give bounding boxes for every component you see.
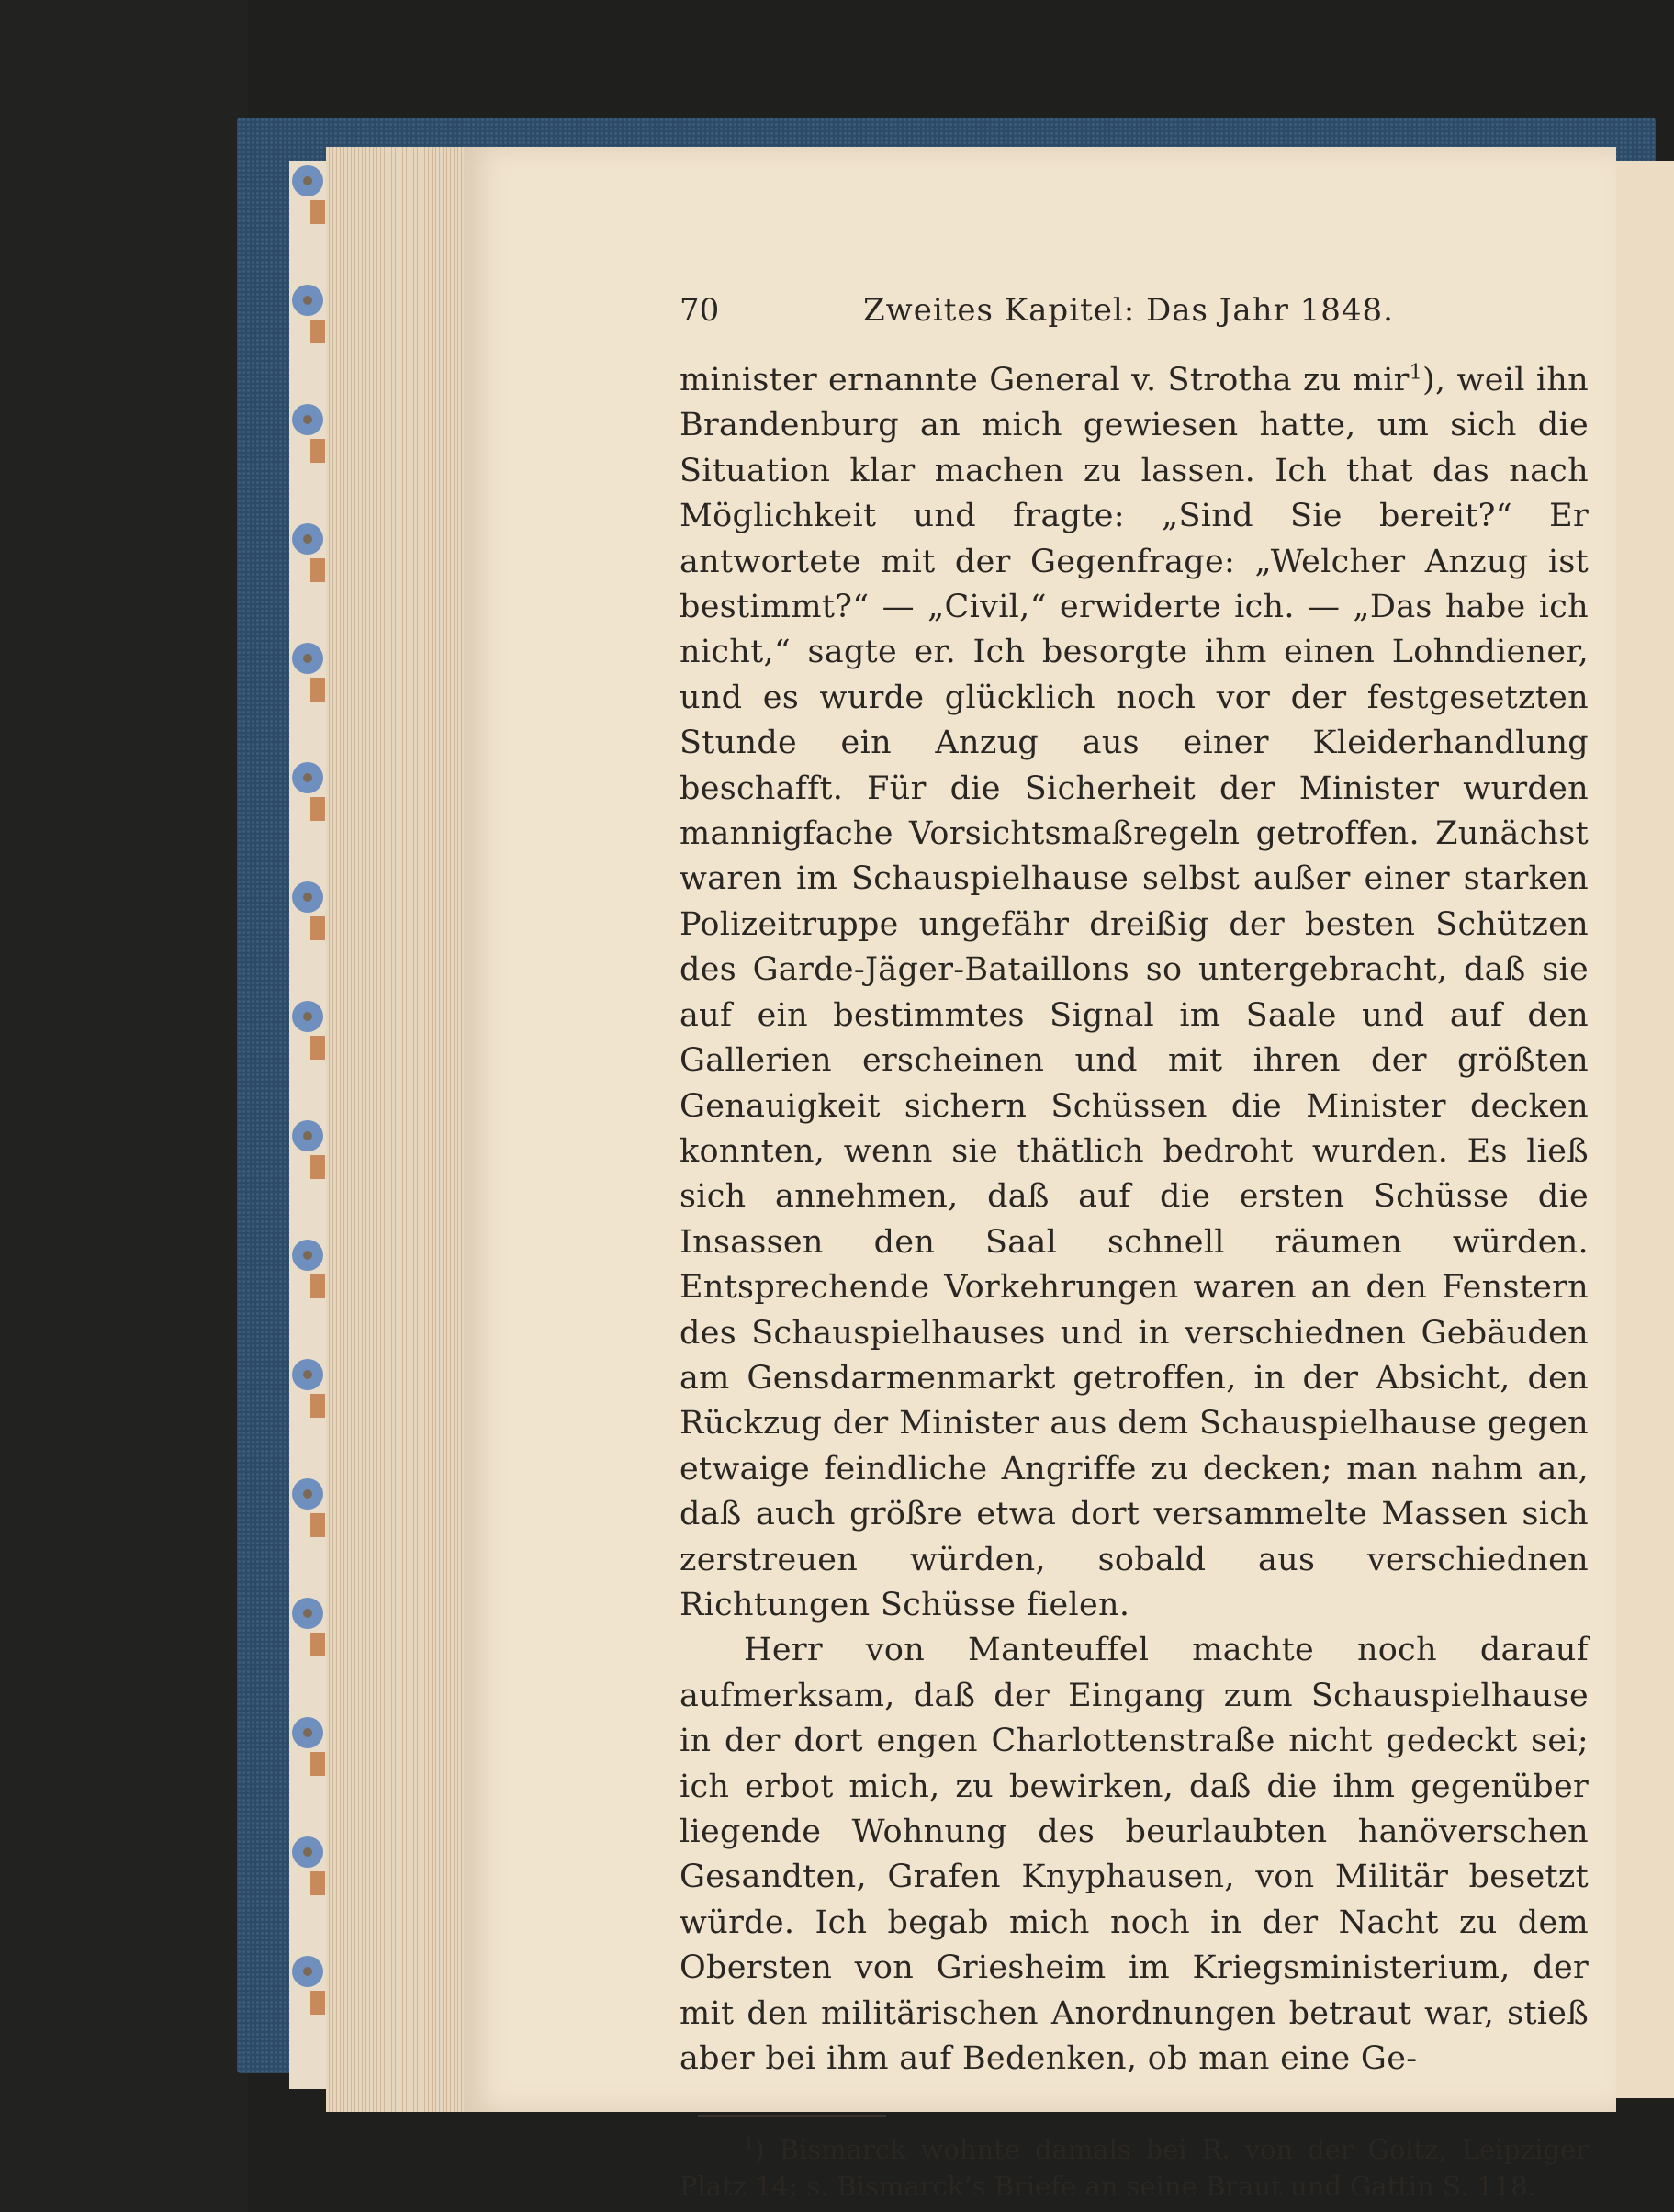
body-paragraph: Herr von Manteuffel machte noch darauf aufmerksam, daß der Eingang zum Schauspielhause in der dort engen Charlottenstraße nicht gedeckt sei; ich erbot mich, zu bewirken, daß die ihm gegenüber liegende Wohnung des beurlaubten hanöverschen Gesandten, Grafen Knyphausen, von Militär besetzt würde. Ich begab mich noch in der Nacht zu dem Obersten von Griesheim im Kriegsministerium, der mit den militärischen Anordnungen betraut war, stieß aber bei ihm auf Bedenken, ob man eine Ge-	[680, 1632, 1589, 2078]
flower-pattern-icon	[292, 404, 323, 435]
flower-pattern-icon	[292, 1956, 323, 1987]
background	[0, 0, 248, 2212]
flower-stem-icon	[310, 1871, 325, 1895]
flower-pattern-icon	[292, 285, 323, 316]
flower-stem-icon	[310, 678, 325, 702]
flower-stem-icon	[310, 1513, 325, 1537]
flower-stem-icon	[310, 558, 325, 582]
page-number: 70	[680, 292, 720, 329]
page-edges	[326, 147, 473, 2112]
flower-pattern-icon	[292, 1717, 323, 1748]
flower-pattern-icon	[292, 643, 323, 674]
flower-pattern-icon	[292, 1120, 323, 1151]
running-head	[680, 285, 1589, 336]
paragraph-text-continued: ), weil ihn Brandenburg an mich gewiesen hatte, um sich die Situation klar machen zu lassen. Ich that das nach Möglichkeit und fragte: „Sind Sie bereit?“ Er antwortete mit der Gegenfrage: „Welcher Anzug ist bestimmt?“ — „Civil,“ erwiderte ich. — „Das habe ich nicht,“ sagte er. Ich besorgte ihm einen Lohndiener, und es wurde glücklich noch vor der festgesetzten Stunde ein Anzug aus einer Kleiderhandlung beschafft. Für die Sicherheit der Minister wurden mannigfache Vorsichtsmaßregeln getroffen. Zunächst waren im Schauspielhause selbst außer einer starken Polizeitruppe ungefähr dreißig der besten Schützen des Garde-Jäger-Bataillons so untergebracht, daß sie auf ein bestimmtes Signal im Saale und auf den Gallerien erscheinen und mit ihren der größten Genauigkeit sichern Schüssen die Minister decken konnten, wenn sie thätlich bedroht wurden. Es ließ sich annehmen, daß auf die ersten Schüsse die Insassen den Saal schnell räumen würden. Entsprechende Vorkehrungen waren an den Fenstern des Schauspielhauses und in verschiednen Gebäuden am Gensdarmenmarkt getroffen, in der Absicht, den Rückzug der Minister aus dem Schauspielhause gegen etwaige feindliche Angriffe zu decken; man nahm an, daß auch größre etwa dort versammelte Massen sich zerstreuen würden, sobald aus verschiednen Richtungen Schüsse fielen.	[680, 362, 1589, 1623]
flower-pattern-icon	[292, 165, 323, 196]
flower-stem-icon	[310, 1155, 325, 1179]
flower-stem-icon	[310, 1752, 325, 1776]
flower-pattern-icon	[292, 1598, 323, 1629]
footnote	[680, 2131, 1589, 2205]
flower-stem-icon	[310, 1036, 325, 1060]
flower-pattern-icon	[292, 1359, 323, 1390]
footnote-text: ) Bismarck wohnte damals bei R. von der Goltz, Leipziger Platz 14; s. Bismarck’s Briefe an seine Braut und Gattin S. 118.	[680, 2134, 1589, 2203]
footnote-rule	[698, 2115, 886, 2117]
flower-pattern-icon	[292, 1001, 323, 1032]
paragraph-text: minister ernannte General v. Strotha zu mir	[680, 362, 1410, 399]
flower-pattern-icon	[292, 762, 323, 793]
footnote-reference: 1	[1409, 361, 1423, 385]
flower-pattern-icon	[292, 1240, 323, 1271]
flower-stem-icon	[310, 1394, 325, 1418]
body-paragraph	[680, 358, 1589, 1628]
flower-stem-icon	[310, 916, 325, 940]
flower-pattern-icon	[292, 1836, 323, 1868]
flower-pattern-icon	[292, 1478, 323, 1510]
flower-stem-icon	[310, 1274, 325, 1298]
page-content	[680, 285, 1589, 2205]
flower-stem-icon	[310, 1991, 325, 2015]
flower-stem-icon	[310, 200, 325, 224]
facing-page-edge	[1616, 161, 1674, 2098]
flower-pattern-icon	[292, 881, 323, 913]
flower-stem-icon	[310, 797, 325, 821]
running-title: Zweites Kapitel: Das Jahr 1848.	[863, 292, 1394, 329]
footnote-marker: 1	[744, 2134, 755, 2154]
flower-stem-icon	[310, 320, 325, 343]
flower-pattern-icon	[292, 523, 323, 555]
flower-stem-icon	[310, 1633, 325, 1656]
flower-stem-icon	[310, 439, 325, 463]
